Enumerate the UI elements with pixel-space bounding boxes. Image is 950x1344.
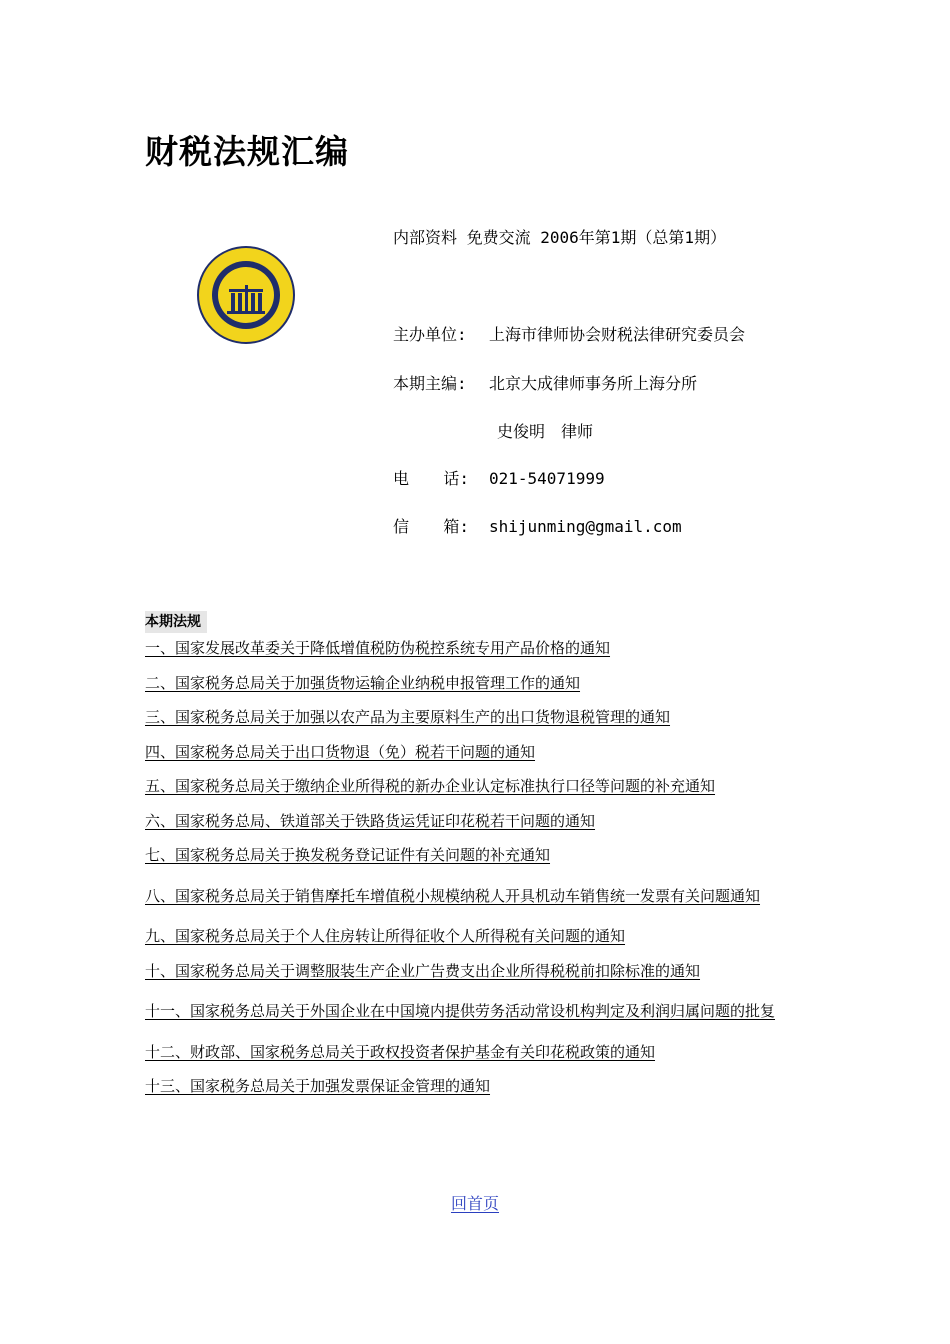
phone-label: 电 话:: [393, 469, 469, 488]
regulation-link-13[interactable]: 十三、国家税务总局关于加强发票保证金管理的通知: [145, 1077, 491, 1095]
section-header: 本期法规: [145, 611, 207, 633]
list-item: [145, 843, 815, 867]
regulation-link-8[interactable]: 八、国家税务总局关于销售摩托车增值税小规模纳税人开具机动车销售统一发票有关问题通知: [145, 886, 761, 905]
organizer-line: [393, 323, 745, 347]
organizer-label: 主办单位:: [393, 325, 467, 344]
issue-line: 内部资料 免费交流 2006年第1期（总第1期）: [393, 228, 727, 247]
regulation-link-5[interactable]: 五、国家税务总局关于缴纳企业所得税的新办企业认定标准执行口径等问题的补充通知: [145, 777, 716, 795]
regulation-link-12[interactable]: 十二、财政部、国家税务总局关于政权投资者保护基金有关印花税政策的通知: [145, 1042, 656, 1061]
list-item: [145, 740, 815, 764]
association-seal-logo: [196, 245, 296, 345]
list-item: [145, 1040, 815, 1064]
list-item: [145, 959, 815, 983]
regulation-link-9[interactable]: 九、国家税务总局关于个人住房转让所得征收个人所得税有关问题的通知: [145, 927, 626, 945]
regulation-link-2[interactable]: 二、国家税务总局关于加强货物运输企业纳税申报管理工作的通知: [145, 673, 581, 692]
regulation-link-10[interactable]: 十、国家税务总局关于调整服装生产企业广告费支出企业所得税税前扣除标准的通知: [145, 961, 701, 980]
phone-value: 021-54071999: [489, 469, 605, 488]
back-to-home-link[interactable]: 回首页: [450, 1194, 499, 1213]
editor-line: [393, 372, 697, 396]
list-item: [145, 671, 815, 695]
list-item: [145, 705, 815, 729]
list-item: [145, 809, 815, 833]
list-item: [145, 878, 815, 914]
document-title: 财税法规汇编: [145, 132, 349, 171]
list-item: [145, 774, 815, 798]
list-item: [145, 993, 815, 1029]
list-item: [145, 924, 815, 948]
regulation-link-7[interactable]: 七、国家税务总局关于换发税务登记证件有关问题的补充通知: [145, 846, 551, 864]
home-link-row: [0, 1192, 950, 1216]
regulation-link-6[interactable]: 六、国家税务总局、铁道部关于铁路货运凭证印花税若干问题的通知: [145, 811, 596, 830]
email-label: 信 箱:: [393, 517, 469, 536]
list-item: [145, 636, 815, 660]
list-item: [145, 1074, 815, 1098]
regulation-link-3[interactable]: 三、国家税务总局关于加强以农产品为主要原料生产的出口货物退税管理的通知: [145, 708, 671, 726]
email-value: shijunming@gmail.com: [489, 517, 682, 536]
editor-firm: 北京大成律师事务所上海分所: [489, 374, 698, 393]
regulation-link-11[interactable]: 十一、国家税务总局关于外国企业在中国境内提供劳务活动常设机构判定及利润归属问题的批复: [145, 1002, 776, 1020]
phone-line: [393, 467, 605, 491]
regulation-link-1[interactable]: 一、国家发展改革委关于降低增值税防伪税控系统专用产品价格的通知: [145, 639, 611, 657]
regulation-link-4[interactable]: 四、国家税务总局关于出口货物退（免）税若干问题的通知: [145, 742, 536, 761]
editor-name: 史俊明 律师: [497, 422, 594, 441]
organizer-value: 上海市律师协会财税法律研究委员会: [489, 325, 746, 344]
regulation-list: [145, 636, 815, 1109]
email-line: [393, 515, 682, 539]
editor-label: 本期主编:: [393, 374, 467, 393]
